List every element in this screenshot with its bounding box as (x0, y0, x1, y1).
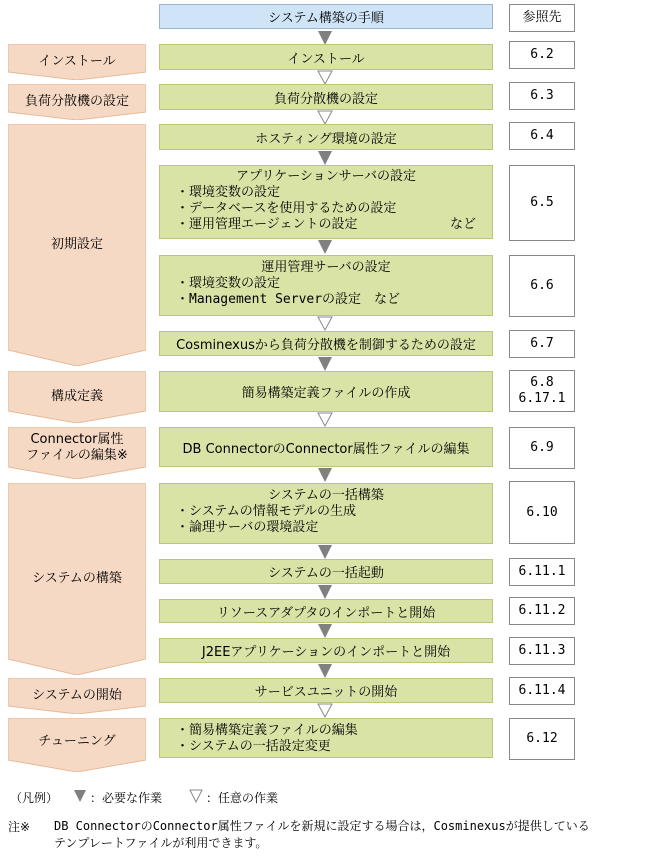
phase-install-label: インストール (38, 54, 116, 69)
step-hosting-label: ホスティング環境の設定 (255, 131, 397, 147)
ref-install (509, 41, 575, 69)
footnote (8, 818, 656, 854)
ref-tuning (509, 718, 575, 760)
step-resource-adapter-label: リソースアダプタのインポートと開始 (216, 605, 436, 621)
step-db-connector-label: DB ConnectorのConnector属性ファイルの編集 (182, 441, 470, 457)
step-mgmt-server-bullet: ・環境変数の設定 (176, 276, 281, 291)
footnote-mark: 注※ (8, 820, 31, 834)
step-app-server-bullet: ・データベースを使用するための設定 (176, 201, 397, 216)
ref-app-server-label: 6.5 (530, 195, 554, 210)
footnote-line: テンプレートファイルが利用できます。 (54, 836, 268, 850)
phase-load-balancer-label: 負荷分散機の設定 (24, 94, 129, 109)
ref-cosminexus-lb-label: 6.7 (530, 336, 554, 351)
ref-hosting (509, 122, 575, 150)
step-bulk-build-bullet: ・論理サーバの環境設定 (176, 520, 319, 535)
step-app-server-bullet: ・環境変数の設定 (176, 185, 281, 200)
step-bulk-build-title: システムの一括構築 (268, 488, 384, 503)
step-app-server-suffix: など (449, 217, 476, 232)
required-arrow (318, 357, 332, 371)
ref-install-label: 6.2 (530, 47, 554, 62)
phase-system-build (8, 483, 146, 675)
required-arrow (318, 151, 332, 165)
legend-prefix: （凡例） (10, 791, 59, 805)
ref-j2ee-app (509, 637, 575, 665)
step-mgmt-server (159, 255, 493, 316)
phase-install (8, 44, 146, 80)
step-simple-build-file-label: 簡易構築定義ファイルの作成 (241, 386, 411, 401)
step-bulk-build (159, 483, 493, 544)
legend-required-label: ：必要な作業 (90, 791, 163, 805)
legend (10, 789, 330, 807)
ref-lb-label: 6.3 (530, 88, 554, 103)
ref-lb (509, 82, 575, 110)
optional-arrow (318, 111, 332, 124)
step-app-server-title: アプリケーションサーバの設定 (235, 169, 417, 184)
step-j2ee-app-label: J2EEアプリケーションのインポートと開始 (201, 645, 451, 660)
reference-header-label: 参照先 (522, 10, 562, 25)
optional-arrow (318, 71, 332, 84)
phase-configuration (8, 371, 146, 423)
ref-db-connector (509, 427, 575, 469)
phase-configuration-label: 構成定義 (50, 389, 103, 404)
phase-tuning-label: チューニング (38, 734, 116, 749)
ref-simple-build-file-label: 6.17.1 (518, 391, 566, 406)
phase-load-balancer (8, 84, 146, 120)
phase-connector-file-label-1: Connector属性 (30, 432, 124, 447)
ref-bulk-build-label: 6.10 (526, 504, 558, 520)
required-arrow (318, 468, 332, 482)
ref-mgmt-server-label: 6.6 (530, 278, 554, 293)
step-simple-build-file (159, 371, 493, 412)
legend-optional-label: ：任意の作業 (206, 791, 279, 805)
ref-simple-build-file (509, 370, 575, 412)
step-hosting (159, 124, 493, 150)
step-service-unit-label: サービスユニットの開始 (254, 685, 398, 700)
ref-app-server (509, 165, 575, 241)
procedure-header (159, 4, 493, 29)
required-arrow (318, 240, 332, 254)
ref-db-connector-label: 6.9 (530, 440, 554, 455)
required-arrow (318, 31, 332, 45)
ref-resource-adapter (509, 597, 575, 625)
ref-tuning-label: 6.12 (526, 731, 558, 746)
phase-connector-file-label-2: ファイルの編集※ (26, 448, 128, 463)
step-cosminexus-lb-label: Cosminexusから負荷分散機を制御するための設定 (176, 338, 476, 353)
phase-system-build-label: システムの構築 (32, 571, 122, 586)
step-bulk-start-label: システムの一括起動 (268, 566, 384, 581)
step-install (159, 44, 493, 70)
ref-j2ee-app-label: 6.11.3 (518, 643, 566, 658)
phase-connector-file (8, 427, 146, 479)
phase-tuning (8, 718, 146, 772)
step-j2ee-app (159, 638, 493, 663)
phase-system-start-label: システムの開始 (32, 688, 122, 703)
step-mgmt-server-bullet: ・Management Serverの設定 など (176, 292, 401, 307)
procedure-header-label: システム構築の手順 (268, 11, 384, 26)
optional-arrow (318, 704, 332, 717)
ref-bulk-start-label: 6.11.1 (518, 564, 566, 579)
step-tuning (159, 718, 493, 758)
ref-bulk-start (509, 558, 575, 586)
step-service-unit (159, 678, 493, 703)
step-bulk-build-bullet: ・システムの情報モデルの生成 (176, 504, 357, 519)
step-load-balancer-label: 負荷分散機の設定 (273, 91, 378, 107)
step-mgmt-server-title: 運用管理サーバの設定 (261, 260, 391, 275)
step-db-connector (159, 427, 493, 467)
required-arrow (318, 624, 332, 638)
optional-arrow (318, 317, 332, 330)
ref-service-unit (509, 677, 575, 705)
ref-mgmt-server (509, 255, 575, 317)
optional-arrow (318, 413, 332, 426)
phase-initial-setup-label: 初期設定 (50, 237, 103, 252)
ref-hosting-label: 6.4 (530, 128, 554, 143)
phase-initial-setup (8, 124, 146, 366)
ref-service-unit-label: 6.11.4 (518, 683, 566, 698)
ref-resource-adapter-label: 6.11.2 (518, 603, 566, 618)
phase-system-start (8, 678, 146, 714)
step-install-label: インストール (287, 51, 365, 67)
ref-cosminexus-lb (509, 330, 575, 358)
step-tuning-bullet: ・システムの一括設定変更 (176, 739, 331, 754)
required-arrow (318, 545, 332, 559)
required-arrow (318, 664, 332, 678)
step-cosminexus-lb (159, 331, 493, 356)
step-resource-adapter (159, 599, 493, 623)
step-app-server-bullet: ・運用管理エージェントの設定 (176, 217, 358, 232)
reference-header (509, 4, 575, 32)
step-tuning-bullet: ・簡易構築定義ファイルの編集 (176, 723, 358, 738)
required-arrow (318, 585, 332, 599)
step-app-server (159, 165, 493, 239)
step-bulk-start (159, 559, 493, 584)
ref-simple-build-file-label: 6.8 (530, 375, 554, 390)
ref-bulk-build (509, 481, 575, 544)
step-load-balancer (159, 84, 493, 110)
footnote-line: DB ConnectorのConnector属性ファイルを新規に設定する場合は，Cosminexusが提供している (54, 819, 590, 833)
